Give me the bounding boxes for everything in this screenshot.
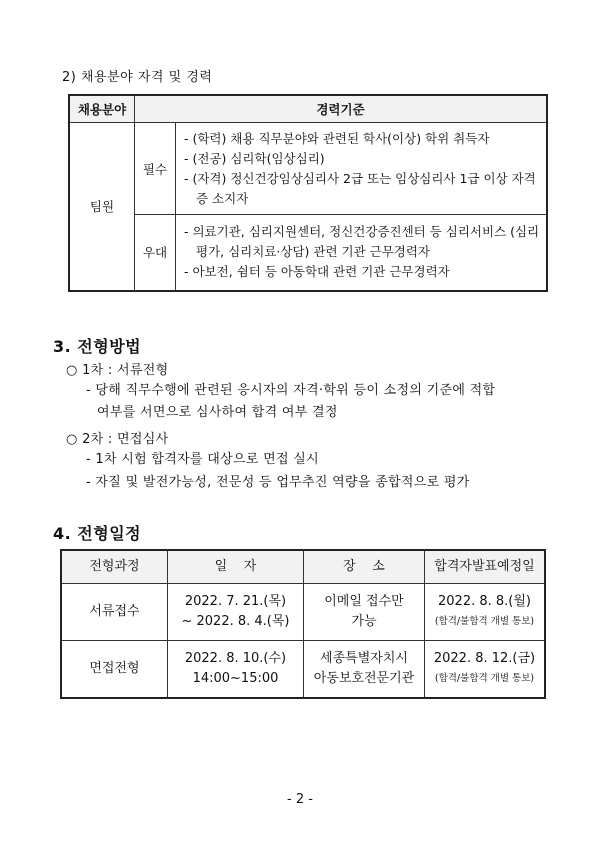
date-cell — [168, 584, 304, 641]
announce-date: 2022. 8. 8.(월) — [438, 594, 531, 609]
preferred-item: - 의료기관, 심리지원센터, 정신건강증진센터 등 심리서비스 (심리평가, 심리치료·상담) 관련 기관 근무경력자 — [184, 224, 540, 260]
preferred-label: 우대 — [135, 215, 176, 291]
required-item: - (학력) 채용 직무분야와 관련된 학사(이상) 학위 취득자 — [184, 130, 490, 146]
announce-cell — [425, 641, 546, 699]
required-item: - (전공) 심리학(임상심리) — [184, 150, 325, 166]
round2-label: ○ 2차 : 면접심사 — [66, 432, 169, 447]
required-item: - (자격) 정신건강임상심리사 2급 또는 임상심리사 1급 이상 자격증 소지자 — [184, 170, 536, 206]
round1-desc: - 당해 직무수행에 관련된 응시자의 자격·학위 등이 소정의 기준에 적합 — [86, 383, 496, 398]
place-cell — [304, 641, 425, 699]
place-line: 세종특별자치시 — [320, 651, 408, 666]
col-header-stage: 전형과정 — [61, 550, 168, 584]
date-line: 2022. 7. 21.(목) — [184, 594, 287, 609]
col-header-place: 장 소 — [304, 550, 425, 584]
place-line: 이메일 접수만 — [324, 594, 404, 609]
place-cell — [304, 584, 425, 641]
qualification-table — [68, 94, 548, 292]
announce-date: 2022. 8. 12.(금) — [433, 651, 536, 666]
date-cell — [168, 641, 304, 699]
required-label: 필수 — [135, 123, 176, 215]
stage-cell: 서류접수 — [61, 584, 168, 641]
round1-label: ○ 1차 : 서류전형 — [66, 363, 169, 378]
date-line: ~ 2022. 8. 4.(목) — [181, 614, 290, 629]
table-row — [61, 584, 545, 641]
section3-title: 3. 전형방법 — [53, 337, 142, 356]
announce-cell — [425, 584, 546, 641]
col-header-announce: 합격자발표예정일 — [425, 550, 546, 584]
field-cell: 팀원 — [69, 123, 135, 291]
col-header-criteria: 경력기준 — [135, 95, 548, 123]
table-row — [61, 641, 545, 699]
page-number: - 2 - — [287, 792, 313, 807]
schedule-table — [60, 549, 546, 699]
stage-cell: 면접전형 — [61, 641, 168, 699]
round2-desc2: - 자질 및 발전가능성, 전문성 등 업무추진 역량을 종합적으로 평가 — [86, 475, 470, 490]
place-line: 아동보호전문기관 — [313, 671, 415, 686]
col-header-date: 일 자 — [168, 550, 304, 584]
col-header-field: 채용분야 — [69, 95, 135, 123]
preferred-items — [176, 215, 548, 291]
required-items — [176, 123, 548, 215]
preferred-item: - 아보전, 쉼터 등 아동학대 관련 기관 근무경력자 — [184, 264, 450, 280]
date-line: 14:00~15:00 — [192, 671, 279, 686]
section4-title: 4. 전형일정 — [53, 524, 142, 543]
announce-note: (합격/불합격 개별 통보) — [434, 616, 535, 627]
place-line: 가능 — [351, 614, 377, 629]
section2-subtitle: 2) 채용분야 자격 및 경력 — [62, 70, 213, 85]
round2-desc1: - 1차 시험 합격자를 대상으로 면접 실시 — [86, 452, 320, 467]
round1-desc-cont: 여부를 서면으로 심사하여 합격 여부 결정 — [97, 405, 338, 420]
date-line: 2022. 8. 10.(수) — [184, 651, 287, 666]
announce-note: (합격/불합격 개별 통보) — [434, 673, 535, 684]
